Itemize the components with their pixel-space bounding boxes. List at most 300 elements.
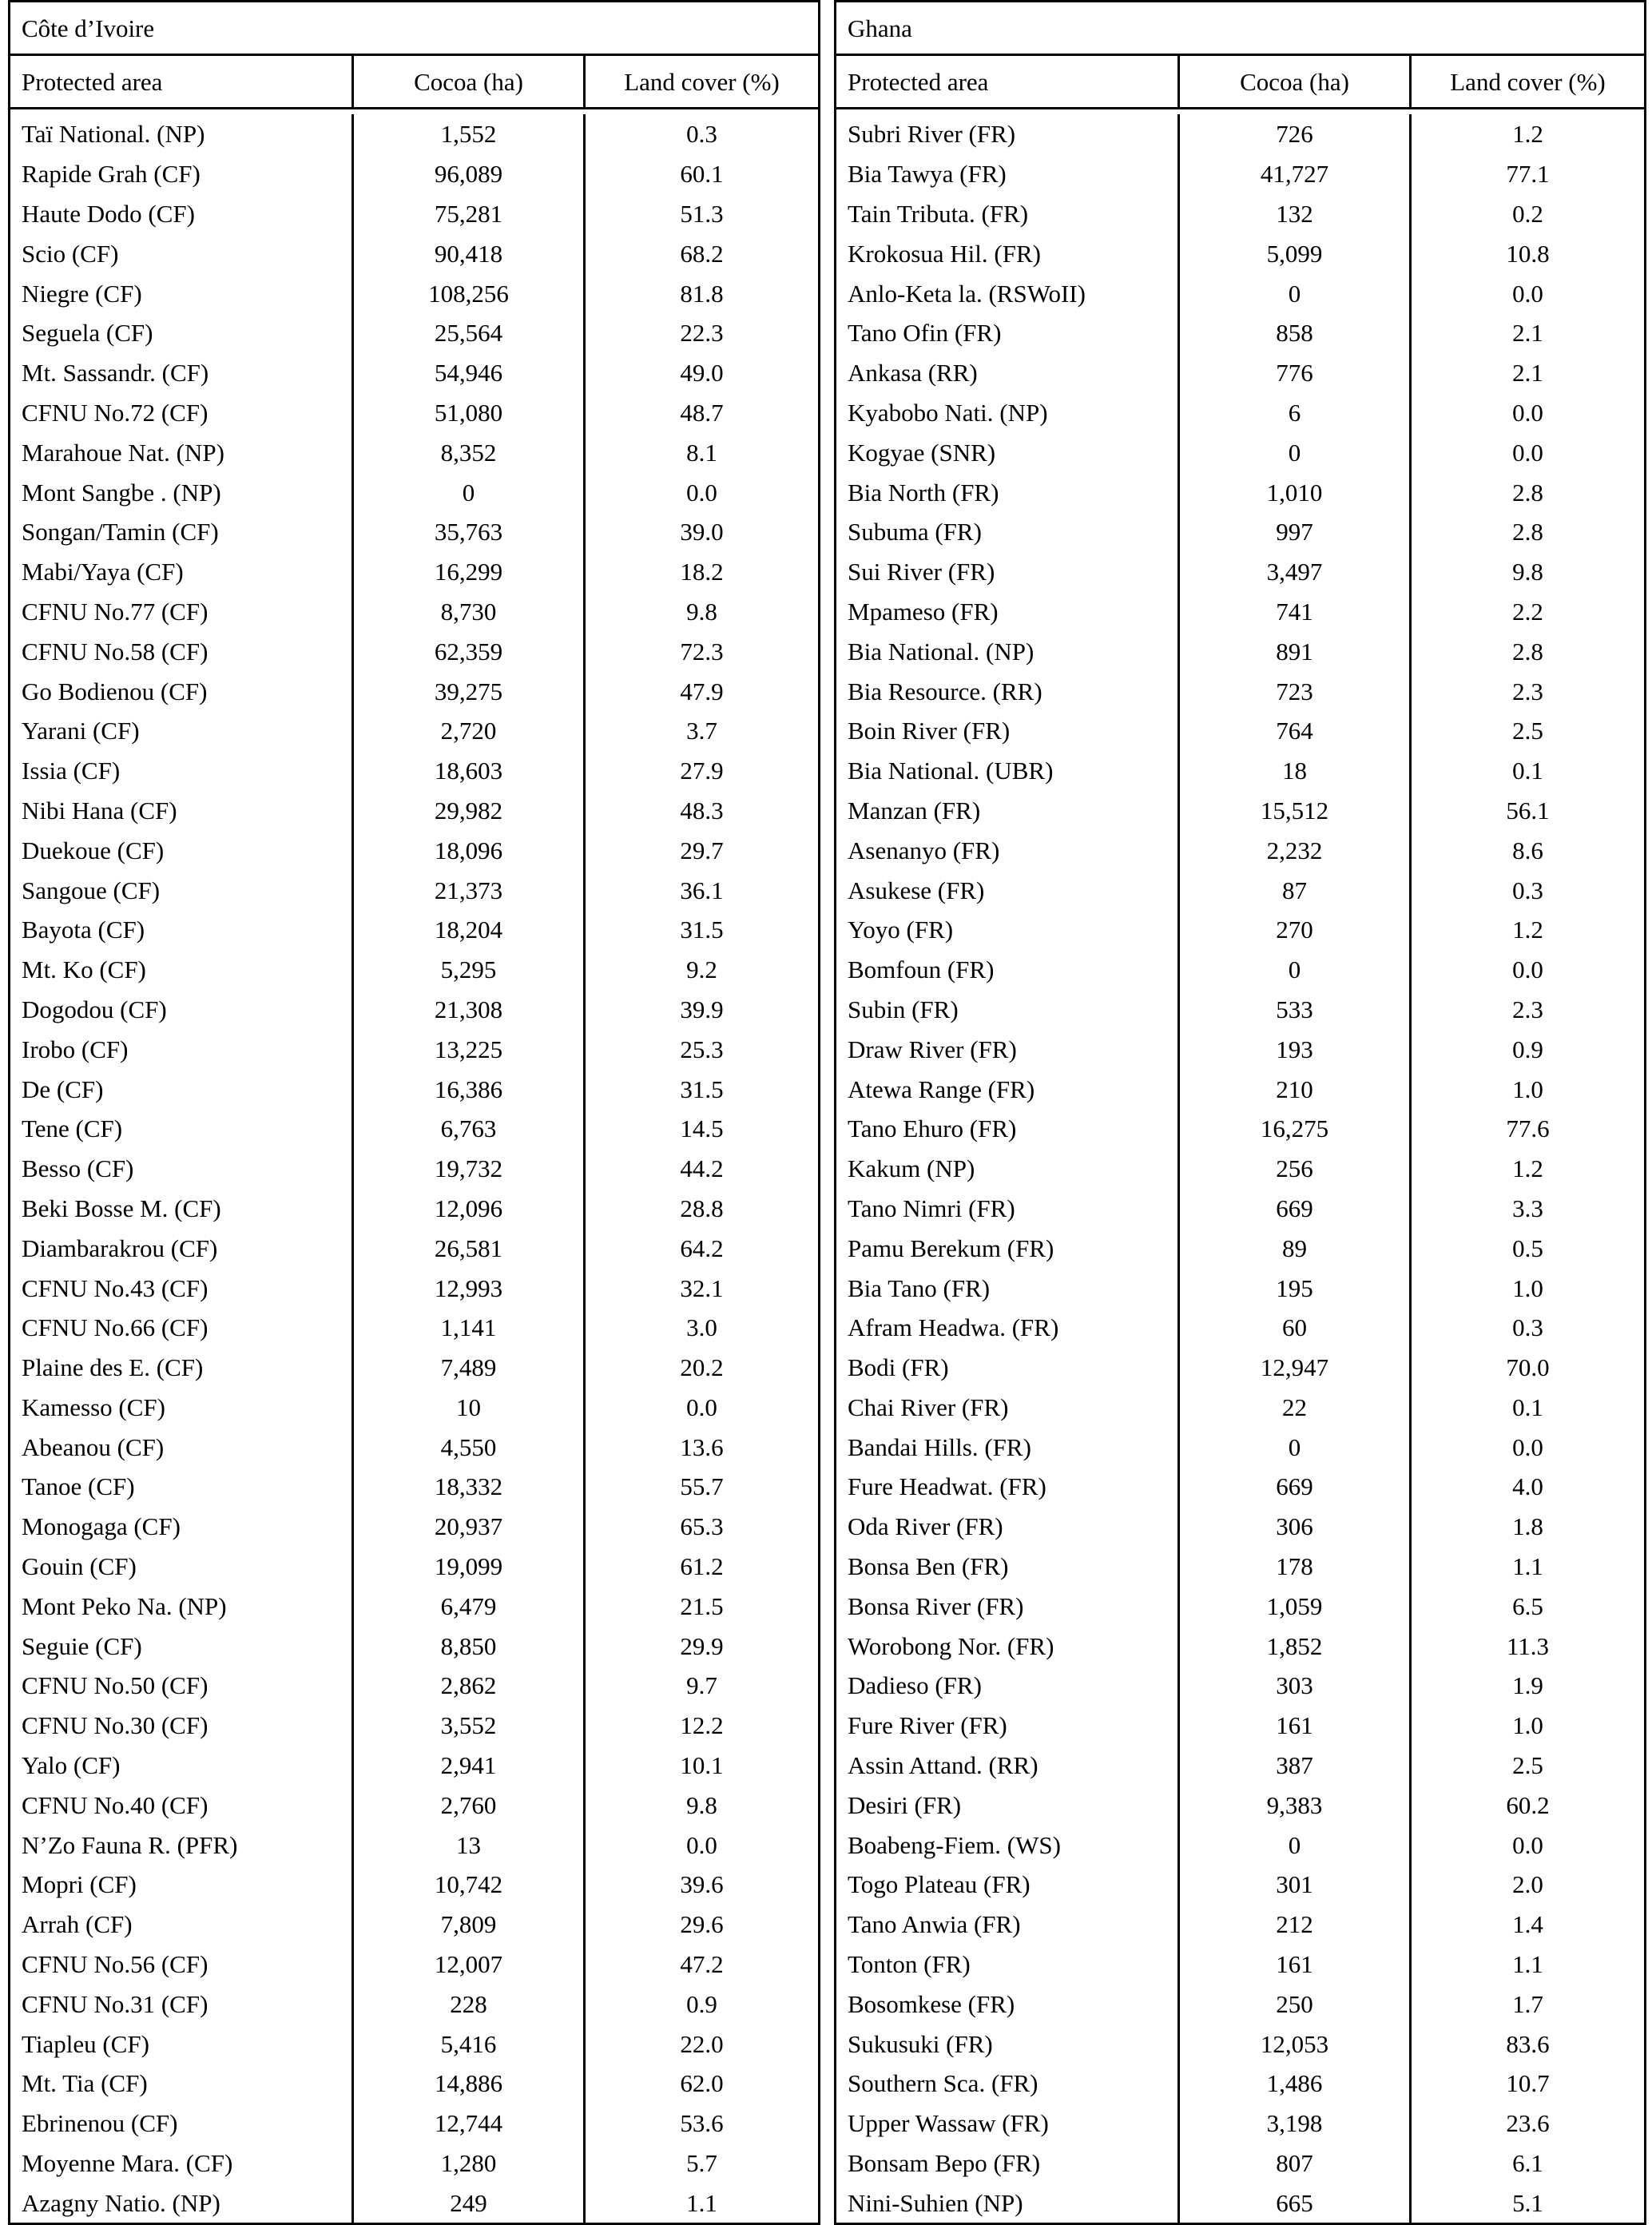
cell-cocoa-ha: 3,198: [1179, 2104, 1411, 2144]
cell-cocoa-ha: 19,099: [353, 1547, 585, 1587]
cell-land-cover-pct: 18.2: [585, 552, 820, 592]
cell-cocoa-ha: 12,096: [353, 1189, 585, 1229]
cell-land-cover-pct: 9.2: [585, 950, 820, 990]
cell-land-cover-pct: 65.3: [585, 1507, 820, 1547]
cell-land-cover-pct: 64.2: [585, 1228, 820, 1268]
country-banner-row: [836, 2, 1646, 55]
cell-cocoa-ha: 18,332: [353, 1467, 585, 1507]
cell-land-cover-pct: 0.0: [1411, 432, 1646, 472]
cell-cocoa-ha: 2,862: [353, 1666, 585, 1706]
cell-protected-area: Tene (CF): [10, 1109, 353, 1149]
cell-protected-area: Fure Headwat. (FR): [836, 1467, 1179, 1507]
cell-protected-area: Dadieso (FR): [836, 1666, 1179, 1706]
column-header-protected-area: Protected area: [10, 55, 353, 109]
cell-cocoa-ha: 108,256: [353, 273, 585, 313]
table-row: [836, 870, 1646, 910]
cell-protected-area: Besso (CF): [10, 1149, 353, 1189]
table-row: [836, 1069, 1646, 1109]
cell-cocoa-ha: 2,941: [353, 1746, 585, 1786]
table-row: [10, 2183, 820, 2223]
table-row: [10, 1308, 820, 1348]
cell-cocoa-ha: 250: [1179, 1984, 1411, 2024]
cell-protected-area: Assin Attand. (RR): [836, 1746, 1179, 1786]
cell-protected-area: Nini-Suhien (NP): [836, 2183, 1179, 2223]
cell-cocoa-ha: 16,386: [353, 1069, 585, 1109]
cell-cocoa-ha: 12,007: [353, 1945, 585, 1985]
protected-area-table-cote-divoire: [8, 0, 820, 2225]
cell-land-cover-pct: 0.3: [1411, 1308, 1646, 1348]
table-row: [10, 1547, 820, 1587]
cell-cocoa-ha: 3,552: [353, 1706, 585, 1746]
cell-cocoa-ha: 533: [1179, 990, 1411, 1030]
cell-land-cover-pct: 0.0: [585, 1388, 820, 1428]
table-row: [10, 2064, 820, 2104]
table-row: [10, 1109, 820, 1149]
cell-protected-area: Tanoe (CF): [10, 1467, 353, 1507]
table-row: [836, 1109, 1646, 1149]
cell-protected-area: Atewa Range (FR): [836, 1069, 1179, 1109]
cell-protected-area: Bonsa River (FR): [836, 1586, 1179, 1626]
cell-land-cover-pct: 3.7: [585, 711, 820, 751]
cell-land-cover-pct: 55.7: [585, 1467, 820, 1507]
cell-land-cover-pct: 48.7: [585, 393, 820, 433]
cell-cocoa-ha: 6: [1179, 393, 1411, 433]
cell-land-cover-pct: 0.0: [585, 1825, 820, 1865]
cell-protected-area: Boin River (FR): [836, 711, 1179, 751]
cell-protected-area: CFNU No.72 (CF): [10, 393, 353, 433]
table-row: [836, 114, 1646, 154]
cell-protected-area: Monogaga (CF): [10, 1507, 353, 1547]
cell-cocoa-ha: 89: [1179, 1228, 1411, 1268]
table-row: [836, 1905, 1646, 1945]
cell-land-cover-pct: 14.5: [585, 1109, 820, 1149]
cell-land-cover-pct: 0.0: [1411, 950, 1646, 990]
cell-land-cover-pct: 2.2: [1411, 592, 1646, 632]
cell-protected-area: Bia National. (UBR): [836, 751, 1179, 791]
cell-cocoa-ha: 3,497: [1179, 552, 1411, 592]
cell-protected-area: Beki Bosse M. (CF): [10, 1189, 353, 1229]
cell-cocoa-ha: 303: [1179, 1666, 1411, 1706]
table-row: [10, 910, 820, 950]
cell-protected-area: Bia National. (NP): [836, 631, 1179, 671]
cell-land-cover-pct: 1.4: [1411, 1905, 1646, 1945]
column-header-land-cover: Land cover (%): [585, 55, 820, 109]
table-row: [836, 791, 1646, 831]
cell-protected-area: Tano Ofin (FR): [836, 313, 1179, 353]
table-row: [836, 950, 1646, 990]
table-row: [836, 1029, 1646, 1069]
cell-protected-area: Togo Plateau (FR): [836, 1865, 1179, 1905]
cell-land-cover-pct: 9.8: [585, 592, 820, 632]
cell-protected-area: Taï National. (NP): [10, 114, 353, 154]
cell-protected-area: Mt. Ko (CF): [10, 950, 353, 990]
cell-cocoa-ha: 39,275: [353, 671, 585, 711]
cell-land-cover-pct: 2.0: [1411, 1865, 1646, 1905]
cell-land-cover-pct: 11.3: [1411, 1626, 1646, 1666]
cell-cocoa-ha: 2,720: [353, 711, 585, 751]
table-row: [836, 711, 1646, 751]
cell-protected-area: Mt. Tia (CF): [10, 2064, 353, 2104]
cell-cocoa-ha: 723: [1179, 671, 1411, 711]
table-row: [836, 2144, 1646, 2183]
table-row: [10, 1785, 820, 1825]
table-row: [10, 990, 820, 1030]
cell-land-cover-pct: 1.2: [1411, 1149, 1646, 1189]
cell-cocoa-ha: 12,993: [353, 1268, 585, 1308]
cell-land-cover-pct: 2.5: [1411, 711, 1646, 751]
cell-land-cover-pct: 39.0: [585, 512, 820, 552]
cell-land-cover-pct: 0.0: [1411, 393, 1646, 433]
cell-cocoa-ha: 256: [1179, 1149, 1411, 1189]
cell-cocoa-ha: 2,760: [353, 1785, 585, 1825]
cell-cocoa-ha: 178: [1179, 1547, 1411, 1587]
column-header-cocoa: Cocoa (ha): [353, 55, 585, 109]
cell-land-cover-pct: 6.5: [1411, 1586, 1646, 1626]
table-half-left: [8, 0, 818, 2225]
table-row: [836, 1825, 1646, 1865]
cell-land-cover-pct: 81.8: [585, 273, 820, 313]
cell-cocoa-ha: 62,359: [353, 631, 585, 671]
table-row: [836, 990, 1646, 1030]
cell-cocoa-ha: 7,489: [353, 1348, 585, 1388]
cell-protected-area: CFNU No.40 (CF): [10, 1785, 353, 1825]
cell-land-cover-pct: 27.9: [585, 751, 820, 791]
cell-land-cover-pct: 13.6: [585, 1427, 820, 1467]
cell-cocoa-ha: 161: [1179, 1706, 1411, 1746]
table-row: [10, 1029, 820, 1069]
cell-cocoa-ha: 18,204: [353, 910, 585, 950]
cell-cocoa-ha: 306: [1179, 1507, 1411, 1547]
cell-land-cover-pct: 29.6: [585, 1905, 820, 1945]
cell-land-cover-pct: 1.8: [1411, 1507, 1646, 1547]
cell-protected-area: Upper Wassaw (FR): [836, 2104, 1179, 2144]
cell-land-cover-pct: 77.1: [1411, 154, 1646, 194]
cell-cocoa-ha: 4,550: [353, 1427, 585, 1467]
cell-land-cover-pct: 9.8: [585, 1785, 820, 1825]
cell-protected-area: Bia North (FR): [836, 472, 1179, 512]
cell-cocoa-ha: 19,732: [353, 1149, 585, 1189]
cell-protected-area: CFNU No.50 (CF): [10, 1666, 353, 1706]
table-row: [10, 313, 820, 353]
cell-protected-area: Kyabobo Nati. (NP): [836, 393, 1179, 433]
cell-protected-area: Moyenne Mara. (CF): [10, 2144, 353, 2183]
table-row: [10, 711, 820, 751]
cell-protected-area: CFNU No.77 (CF): [10, 592, 353, 632]
cell-cocoa-ha: 21,308: [353, 990, 585, 1030]
cell-cocoa-ha: 35,763: [353, 512, 585, 552]
cell-cocoa-ha: 6,479: [353, 1586, 585, 1626]
table-head-left: [10, 2, 820, 115]
cell-land-cover-pct: 1.0: [1411, 1069, 1646, 1109]
cell-land-cover-pct: 1.0: [1411, 1706, 1646, 1746]
cell-land-cover-pct: 1.1: [1411, 1547, 1646, 1587]
cell-land-cover-pct: 36.1: [585, 870, 820, 910]
cell-protected-area: Boabeng-Fiem. (WS): [836, 1825, 1179, 1865]
table-row: [10, 1348, 820, 1388]
cell-cocoa-ha: 249: [353, 2183, 585, 2223]
table-row: [10, 1427, 820, 1467]
cell-protected-area: De (CF): [10, 1069, 353, 1109]
cell-cocoa-ha: 1,552: [353, 114, 585, 154]
table-row: [836, 1706, 1646, 1746]
column-header-row: [10, 55, 820, 109]
cell-land-cover-pct: 29.9: [585, 1626, 820, 1666]
table-row: [10, 1746, 820, 1786]
country-label: Ghana: [836, 2, 1646, 55]
cell-land-cover-pct: 2.1: [1411, 313, 1646, 353]
cell-land-cover-pct: 9.8: [1411, 552, 1646, 592]
cell-land-cover-pct: 39.6: [585, 1865, 820, 1905]
cell-protected-area: Tonton (FR): [836, 1945, 1179, 1985]
table-body-left: [10, 114, 820, 2224]
cell-protected-area: Haute Dodo (CF): [10, 194, 353, 234]
cell-land-cover-pct: 0.5: [1411, 1228, 1646, 1268]
cell-protected-area: Issia (CF): [10, 751, 353, 791]
cell-land-cover-pct: 1.2: [1411, 910, 1646, 950]
cell-cocoa-ha: 193: [1179, 1029, 1411, 1069]
table-row: [836, 1945, 1646, 1985]
cell-cocoa-ha: 18,603: [353, 751, 585, 791]
table-row: [836, 1666, 1646, 1706]
table-row: [10, 830, 820, 870]
cell-land-cover-pct: 1.1: [585, 2183, 820, 2223]
cell-protected-area: Scio (CF): [10, 233, 353, 273]
cell-protected-area: Subri River (FR): [836, 114, 1179, 154]
cell-land-cover-pct: 0.3: [1411, 870, 1646, 910]
cell-protected-area: Bandai Hills. (FR): [836, 1427, 1179, 1467]
cell-land-cover-pct: 77.6: [1411, 1109, 1646, 1149]
header-rule: [10, 109, 820, 115]
cell-protected-area: CFNU No.58 (CF): [10, 631, 353, 671]
cell-cocoa-ha: 212: [1179, 1905, 1411, 1945]
cell-land-cover-pct: 0.9: [585, 1984, 820, 2024]
cell-cocoa-ha: 0: [1179, 432, 1411, 472]
cell-cocoa-ha: 807: [1179, 2144, 1411, 2183]
table-row: [836, 2064, 1646, 2104]
table-row: [836, 1746, 1646, 1786]
table-row: [10, 1984, 820, 2024]
cell-protected-area: Bia Resource. (RR): [836, 671, 1179, 711]
cell-protected-area: Desiri (FR): [836, 1785, 1179, 1825]
cell-land-cover-pct: 0.1: [1411, 1388, 1646, 1428]
cell-land-cover-pct: 47.2: [585, 1945, 820, 1985]
table-row: [10, 592, 820, 632]
cell-cocoa-ha: 1,010: [1179, 472, 1411, 512]
cell-protected-area: Bodi (FR): [836, 1348, 1179, 1388]
column-header-row: [836, 55, 1646, 109]
table-row: [836, 592, 1646, 632]
cell-protected-area: Mpameso (FR): [836, 592, 1179, 632]
cell-land-cover-pct: 28.8: [585, 1189, 820, 1229]
cell-cocoa-ha: 0: [1179, 950, 1411, 990]
cell-cocoa-ha: 270: [1179, 910, 1411, 950]
table-head-right: [836, 2, 1646, 115]
cell-protected-area: Yalo (CF): [10, 1746, 353, 1786]
table-row: [836, 1785, 1646, 1825]
table-row: [10, 1149, 820, 1189]
cell-protected-area: CFNU No.43 (CF): [10, 1268, 353, 1308]
cell-land-cover-pct: 72.3: [585, 631, 820, 671]
cell-land-cover-pct: 29.7: [585, 830, 820, 870]
cell-cocoa-ha: 26,581: [353, 1228, 585, 1268]
cell-protected-area: Bonsa Ben (FR): [836, 1547, 1179, 1587]
cell-protected-area: Duekoue (CF): [10, 830, 353, 870]
cell-land-cover-pct: 1.1: [1411, 1945, 1646, 1985]
cell-protected-area: Ebrinenou (CF): [10, 2104, 353, 2144]
cell-land-cover-pct: 0.2: [1411, 194, 1646, 234]
cell-land-cover-pct: 60.1: [585, 154, 820, 194]
cell-land-cover-pct: 6.1: [1411, 2144, 1646, 2183]
cell-cocoa-ha: 5,099: [1179, 233, 1411, 273]
cell-cocoa-ha: 16,299: [353, 552, 585, 592]
table-row: [10, 2144, 820, 2183]
table-row: [836, 2024, 1646, 2064]
cell-cocoa-ha: 301: [1179, 1865, 1411, 1905]
cell-protected-area: Gouin (CF): [10, 1547, 353, 1587]
cell-protected-area: N’Zo Fauna R. (PFR): [10, 1825, 353, 1865]
cell-protected-area: CFNU No.56 (CF): [10, 1945, 353, 1985]
cell-cocoa-ha: 90,418: [353, 233, 585, 273]
cell-cocoa-ha: 7,809: [353, 1905, 585, 1945]
table-row: [836, 1189, 1646, 1229]
cell-land-cover-pct: 4.0: [1411, 1467, 1646, 1507]
table-row: [836, 910, 1646, 950]
table-row: [10, 393, 820, 433]
cell-protected-area: Sukusuki (FR): [836, 2024, 1179, 2064]
cell-cocoa-ha: 12,947: [1179, 1348, 1411, 1388]
table-row: [10, 751, 820, 791]
cell-land-cover-pct: 31.5: [585, 910, 820, 950]
table-row: [10, 950, 820, 990]
table-row: [10, 2104, 820, 2144]
column-header-protected-area: Protected area: [836, 55, 1179, 109]
cell-protected-area: Bayota (CF): [10, 910, 353, 950]
cell-protected-area: Mont Peko Na. (NP): [10, 1586, 353, 1626]
table-row: [836, 512, 1646, 552]
table-pair: [8, 0, 1644, 2225]
cell-land-cover-pct: 22.3: [585, 313, 820, 353]
cell-land-cover-pct: 1.2: [1411, 114, 1646, 154]
cell-protected-area: Sangoue (CF): [10, 870, 353, 910]
table-row: [836, 1984, 1646, 2024]
table-row: [10, 1626, 820, 1666]
cell-cocoa-ha: 0: [1179, 273, 1411, 313]
cell-cocoa-ha: 5,416: [353, 2024, 585, 2064]
header-rule-spacer: [10, 109, 820, 115]
cell-protected-area: Plaine des E. (CF): [10, 1348, 353, 1388]
cell-cocoa-ha: 18,096: [353, 830, 585, 870]
table-row: [10, 1388, 820, 1428]
cell-protected-area: Irobo (CF): [10, 1029, 353, 1069]
cell-protected-area: Bonsam Bepo (FR): [836, 2144, 1179, 2183]
cell-protected-area: Azagny Natio. (NP): [10, 2183, 353, 2223]
cell-cocoa-ha: 669: [1179, 1467, 1411, 1507]
cell-protected-area: CFNU No.30 (CF): [10, 1706, 353, 1746]
cell-protected-area: Go Bodienou (CF): [10, 671, 353, 711]
table-row: [10, 432, 820, 472]
table-row: [10, 273, 820, 313]
table-row: [836, 830, 1646, 870]
cell-protected-area: Yarani (CF): [10, 711, 353, 751]
cell-protected-area: Seguela (CF): [10, 313, 353, 353]
cell-cocoa-ha: 54,946: [353, 353, 585, 393]
cell-protected-area: Subin (FR): [836, 990, 1179, 1030]
cell-cocoa-ha: 1,852: [1179, 1626, 1411, 1666]
table-row: [836, 353, 1646, 393]
cell-protected-area: Mont Sangbe . (NP): [10, 472, 353, 512]
cell-land-cover-pct: 5.1: [1411, 2183, 1646, 2223]
cell-cocoa-ha: 21,373: [353, 870, 585, 910]
cell-land-cover-pct: 39.9: [585, 990, 820, 1030]
cell-cocoa-ha: 14,886: [353, 2064, 585, 2104]
cell-land-cover-pct: 1.7: [1411, 1984, 1646, 2024]
cell-land-cover-pct: 25.3: [585, 1029, 820, 1069]
cell-protected-area: Abeanou (CF): [10, 1427, 353, 1467]
table-row: [836, 393, 1646, 433]
cell-land-cover-pct: 22.0: [585, 2024, 820, 2064]
table-row: [10, 870, 820, 910]
column-header-cocoa: Cocoa (ha): [1179, 55, 1411, 109]
cell-protected-area: Dogodou (CF): [10, 990, 353, 1030]
cell-protected-area: Mt. Sassandr. (CF): [10, 353, 353, 393]
cell-protected-area: Subuma (FR): [836, 512, 1179, 552]
table-row: [10, 1069, 820, 1109]
table-row: [836, 1467, 1646, 1507]
cell-land-cover-pct: 8.1: [585, 432, 820, 472]
cell-land-cover-pct: 1.9: [1411, 1666, 1646, 1706]
cell-land-cover-pct: 51.3: [585, 194, 820, 234]
cell-land-cover-pct: 44.2: [585, 1149, 820, 1189]
cell-protected-area: CFNU No.31 (CF): [10, 1984, 353, 2024]
cell-cocoa-ha: 228: [353, 1984, 585, 2024]
cell-protected-area: Tano Ehuro (FR): [836, 1109, 1179, 1149]
header-rule-spacer: [836, 109, 1646, 115]
cell-land-cover-pct: 23.6: [1411, 2104, 1646, 2144]
cell-land-cover-pct: 2.3: [1411, 990, 1646, 1030]
table-row: [836, 751, 1646, 791]
cell-land-cover-pct: 10.8: [1411, 233, 1646, 273]
table-row: [836, 233, 1646, 273]
cell-land-cover-pct: 62.0: [585, 2064, 820, 2104]
cell-protected-area: Seguie (CF): [10, 1626, 353, 1666]
cell-cocoa-ha: 8,730: [353, 592, 585, 632]
cell-cocoa-ha: 858: [1179, 313, 1411, 353]
cell-cocoa-ha: 132: [1179, 194, 1411, 234]
cell-land-cover-pct: 56.1: [1411, 791, 1646, 831]
cell-cocoa-ha: 41,727: [1179, 154, 1411, 194]
cell-land-cover-pct: 2.1: [1411, 353, 1646, 393]
cell-land-cover-pct: 0.1: [1411, 751, 1646, 791]
table-row: [836, 154, 1646, 194]
cell-protected-area: Bomfoun (FR): [836, 950, 1179, 990]
cell-land-cover-pct: 9.7: [585, 1666, 820, 1706]
cell-protected-area: Marahoue Nat. (NP): [10, 432, 353, 472]
table-row: [10, 1706, 820, 1746]
cell-protected-area: Tano Nimri (FR): [836, 1189, 1179, 1229]
cell-protected-area: CFNU No.66 (CF): [10, 1308, 353, 1348]
table-row: [836, 472, 1646, 512]
cell-cocoa-ha: 2,232: [1179, 830, 1411, 870]
table-row: [836, 2183, 1646, 2223]
cell-cocoa-ha: 1,059: [1179, 1586, 1411, 1626]
table-row: [836, 273, 1646, 313]
cell-protected-area: Nibi Hana (CF): [10, 791, 353, 831]
protected-area-table-ghana: [834, 0, 1646, 2225]
cell-cocoa-ha: 764: [1179, 711, 1411, 751]
table-row: [10, 353, 820, 393]
table-row: [10, 1189, 820, 1229]
cell-protected-area: Diambarakrou (CF): [10, 1228, 353, 1268]
